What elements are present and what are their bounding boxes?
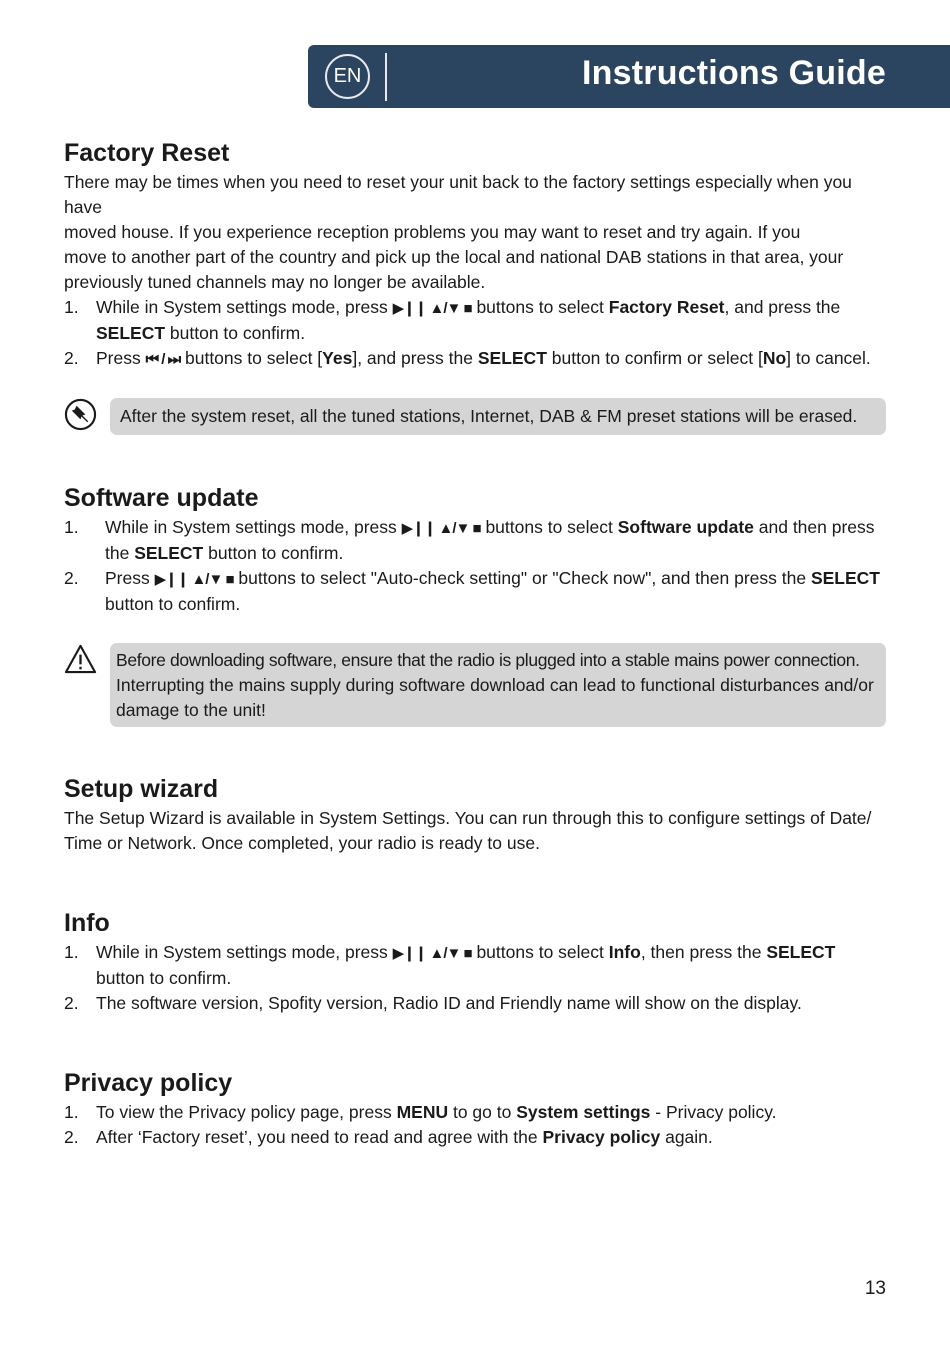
header-banner (308, 45, 950, 108)
factory-reset-intro-line: previously tuned channels may no longer be available. (64, 272, 486, 292)
info-section (64, 908, 886, 1016)
list-item (64, 295, 886, 346)
step-number: 1. (64, 1102, 79, 1122)
factory-reset-section (64, 138, 886, 435)
step-number: 2. (64, 993, 79, 1013)
step-text: While in System settings mode, press (105, 517, 402, 537)
list-item (64, 566, 886, 617)
step-text: After ‘Factory reset’, you need to read and agree with the (96, 1127, 543, 1147)
step-keyword: Factory Reset (608, 297, 725, 317)
step-text: buttons to select (471, 297, 609, 317)
note-callout (64, 398, 886, 435)
step-keyword: MENU (396, 1102, 449, 1122)
step-keyword: Info (608, 942, 641, 962)
step-keyword: SELECT (810, 568, 880, 588)
factory-reset-steps (64, 295, 886, 372)
setup-wizard-section (64, 774, 886, 856)
language-badge: EN (325, 54, 370, 99)
step-text: button to confirm. (203, 543, 344, 563)
factory-reset-intro-line: move to another part of the country and pick up the local and national DAB stations in that area, your (64, 247, 844, 267)
list-item (64, 515, 886, 566)
step-text: Press (96, 348, 146, 368)
step-number: 1. (64, 297, 79, 317)
page-title: Instructions Guide (582, 54, 886, 92)
step-keyword: No (762, 348, 787, 368)
software-update-section (64, 483, 886, 727)
playback-buttons-icon: ▶❙❙ ▲/▼ ■ (392, 300, 472, 317)
step-text: , and press the (724, 297, 841, 317)
step-keyword: Yes (322, 348, 353, 368)
playback-buttons-icon: ▶❙❙ ▲/▼ ■ (401, 520, 481, 537)
step-text: button to confirm. (165, 323, 306, 343)
step-text: The software version, Spofity version, Radio ID and Friendly name will show on the display. (96, 993, 802, 1013)
step-text: While in System settings mode, press (96, 297, 393, 317)
step-text: to go to (448, 1102, 517, 1122)
step-text: buttons to select (480, 517, 618, 537)
step-text: buttons to select (471, 942, 609, 962)
setup-wizard-heading: Setup wizard (64, 775, 219, 803)
software-update-steps (64, 515, 886, 617)
factory-reset-intro-line: moved house. If you experience reception problems you may want to reset and try again. If you (64, 222, 801, 242)
step-keyword: SELECT (134, 543, 204, 563)
playback-buttons-icon: ▶❙❙ ▲/▼ ■ (392, 945, 472, 962)
warning-icon (64, 643, 97, 676)
step-text: - Privacy policy. (650, 1102, 777, 1122)
page-content (64, 138, 886, 1150)
factory-reset-intro-line: There may be times when you need to reset your unit back to the factory settings especially when you have (64, 172, 852, 217)
info-steps (64, 940, 886, 1016)
step-text: While in System settings mode, press (96, 942, 393, 962)
step-keyword: SELECT (766, 942, 836, 962)
step-text: and then press the (105, 517, 875, 563)
privacy-policy-heading: Privacy policy (64, 1069, 233, 1097)
step-keyword: System settings (516, 1102, 651, 1122)
step-keyword: SELECT (477, 348, 547, 368)
step-text: ] to cancel. (786, 348, 871, 368)
step-text: To view the Privacy policy page, press (96, 1102, 397, 1122)
warning-callout (64, 643, 886, 727)
factory-reset-heading: Factory Reset (64, 139, 230, 167)
setup-wizard-text: The Setup Wizard is available in System Settings. You can run through this to configure settings of Date/ Time or Network. Once completed, your radio is ready to use. (64, 808, 872, 853)
step-text: button to confirm. (105, 594, 241, 614)
step-number: 1. (64, 942, 79, 962)
list-item (64, 346, 886, 372)
banner-divider (385, 53, 387, 101)
step-text: Press (105, 568, 155, 588)
step-number: 2. (64, 1127, 79, 1147)
step-keyword: Software update (617, 517, 754, 537)
info-heading: Info (64, 909, 110, 937)
step-text: buttons to select [ (180, 348, 323, 368)
playback-buttons-icon: ▶❙❙ ▲/▼ ■ (154, 571, 234, 588)
list-item (64, 940, 886, 991)
software-update-heading: Software update (64, 484, 259, 512)
step-text: buttons to select "Auto-check setting" or "Check now", and then press the (233, 568, 811, 588)
note-text: After the system reset, all the tuned stations, Internet, DAB & FM preset stations will be erased. (110, 398, 886, 435)
privacy-policy-section (64, 1068, 886, 1150)
list-item (64, 991, 886, 1016)
note-pin-icon (64, 398, 97, 431)
list-item (64, 1100, 886, 1125)
privacy-policy-steps (64, 1100, 886, 1150)
warning-text: Before downloading software, ensure that the radio is plugged into a stable mains power connection. (116, 650, 860, 670)
page-number: 13 (864, 1278, 886, 1299)
warning-text: Interrupting the mains supply during software download can lead to functional disturbances and/or damage to the unit! (116, 675, 874, 720)
list-item (64, 1125, 886, 1150)
warning-box (110, 643, 886, 727)
step-text: button to confirm or select [ (546, 348, 763, 368)
skip-buttons-icon: ⏮ / ⏭ (145, 351, 181, 368)
step-text: ], and press the (352, 348, 478, 368)
step-text: button to confirm. (96, 968, 232, 988)
step-text: again. (660, 1127, 713, 1147)
step-keyword: Privacy policy (542, 1127, 661, 1147)
step-text: , then press the (640, 942, 767, 962)
step-number: 2. (64, 568, 79, 588)
step-number: 1. (64, 517, 79, 537)
step-keyword: SELECT (96, 323, 166, 343)
step-number: 2. (64, 348, 79, 368)
